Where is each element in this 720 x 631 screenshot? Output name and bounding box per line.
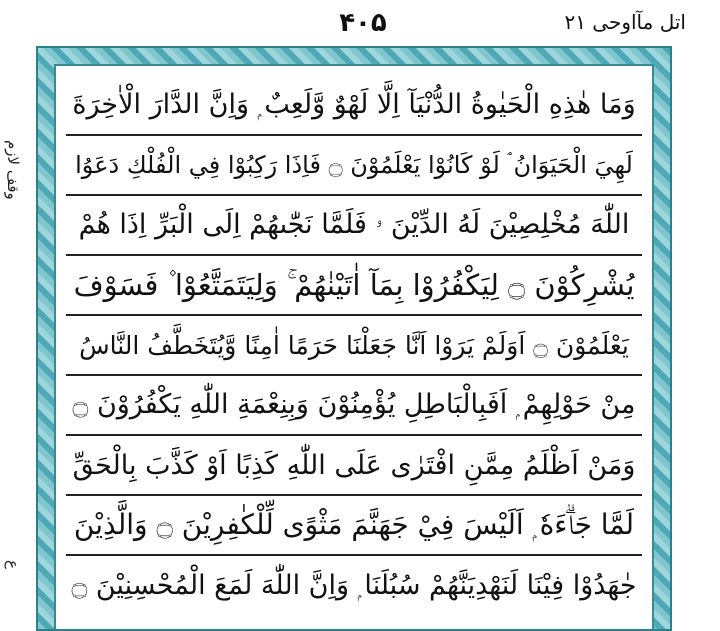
verse-text: يُشْرِكُوْنَ ۝ لِيَكْفُرُوْا بِمَآ اٰتَيْنٰهُمْ ۚ وَلِيَتَمَتَّعُوْا ۫ فَسَوْفَ xyxy=(73,267,635,302)
verse-line-6 xyxy=(66,376,642,436)
verse-line-9 xyxy=(66,556,642,616)
verse-text: لَمَّا جَاۗءَهٗ ۭ اَلَيْسَ فِيْ جَهَنَّمَ مَثْوًى لِّلْكٰفِرِيْنَ ۝ وَالَّذِيْنَ xyxy=(73,508,635,541)
ruku-mark: ع xyxy=(4,560,22,569)
verse-line-8 xyxy=(66,496,642,556)
verse-text: وَمَا هٰذِهِ الْحَيٰوةُ الدُّنْيَآ اِلَّا لَهْوٌ وَّلَعِبٌ ۭ وَاِنَّ الدَّارَ الْاٰخِرَةَ xyxy=(72,89,636,120)
decorative-border xyxy=(36,46,672,631)
juz-title: اتل مآاوحی ۲۱ xyxy=(564,10,686,34)
verse-line-5 xyxy=(66,316,642,376)
verse-text: جٰهَدُوْا فِيْنَا لَنَهْدِيَنَّهُمْ سُبُلَنَا ۭ وَاِنَّ اللّٰهَ لَمَعَ الْمُحْسِنِيْنَ ۝ xyxy=(71,570,637,601)
verse-lines xyxy=(66,76,642,616)
verse-line-3 xyxy=(66,196,642,256)
text-panel xyxy=(54,64,654,629)
verse-text: لَهِيَ الْحَيَوَانُ ۘ لَوْ كَانُوْا يَعْلَمُوْنَ ۝ فَاِذَا رَكِبُوْا فِي الْفُلْكِ دَعَوُا xyxy=(75,151,633,179)
verse-text: يَعْلَمُوْنَ ۝ اَوَلَمْ يَرَوْا اَنَّا جَعَلْنَا حَرَمًا اٰمِنًا وَّيُتَخَطَّفُ النَّاسُ xyxy=(79,330,629,360)
verse-text: وَمَنْ اَظْلَمُ مِمَّنِ افْتَرٰى عَلَى اللّٰهِ كَذِبًا اَوْ كَذَّبَ بِالْحَقِّ xyxy=(72,449,636,481)
verse-line-2 xyxy=(66,136,642,196)
verse-text: اللّٰهَ مُخْلِصِيْنَ لَهُ الدِّيْنَ ۥ فَلَمَّا نَجّٰىهُمْ اِلَى الْبَرِّ اِذَا هُمْ xyxy=(78,209,630,240)
verse-line-7 xyxy=(66,436,642,496)
verse-line-4 xyxy=(66,256,642,316)
margin-note: وقف لازم xyxy=(4,140,22,200)
page-number: ۴۰۵ xyxy=(339,8,387,38)
verse-line-1 xyxy=(66,76,642,136)
verse-text: مِنْ حَوْلِهِمْ ۭ اَفَبِالْبَاطِلِ يُؤْمِنُوْنَ وَبِنِعْمَةِ اللّٰهِ يَكْفُرُوْنَ ۝ xyxy=(72,389,636,420)
page-header xyxy=(0,4,720,44)
